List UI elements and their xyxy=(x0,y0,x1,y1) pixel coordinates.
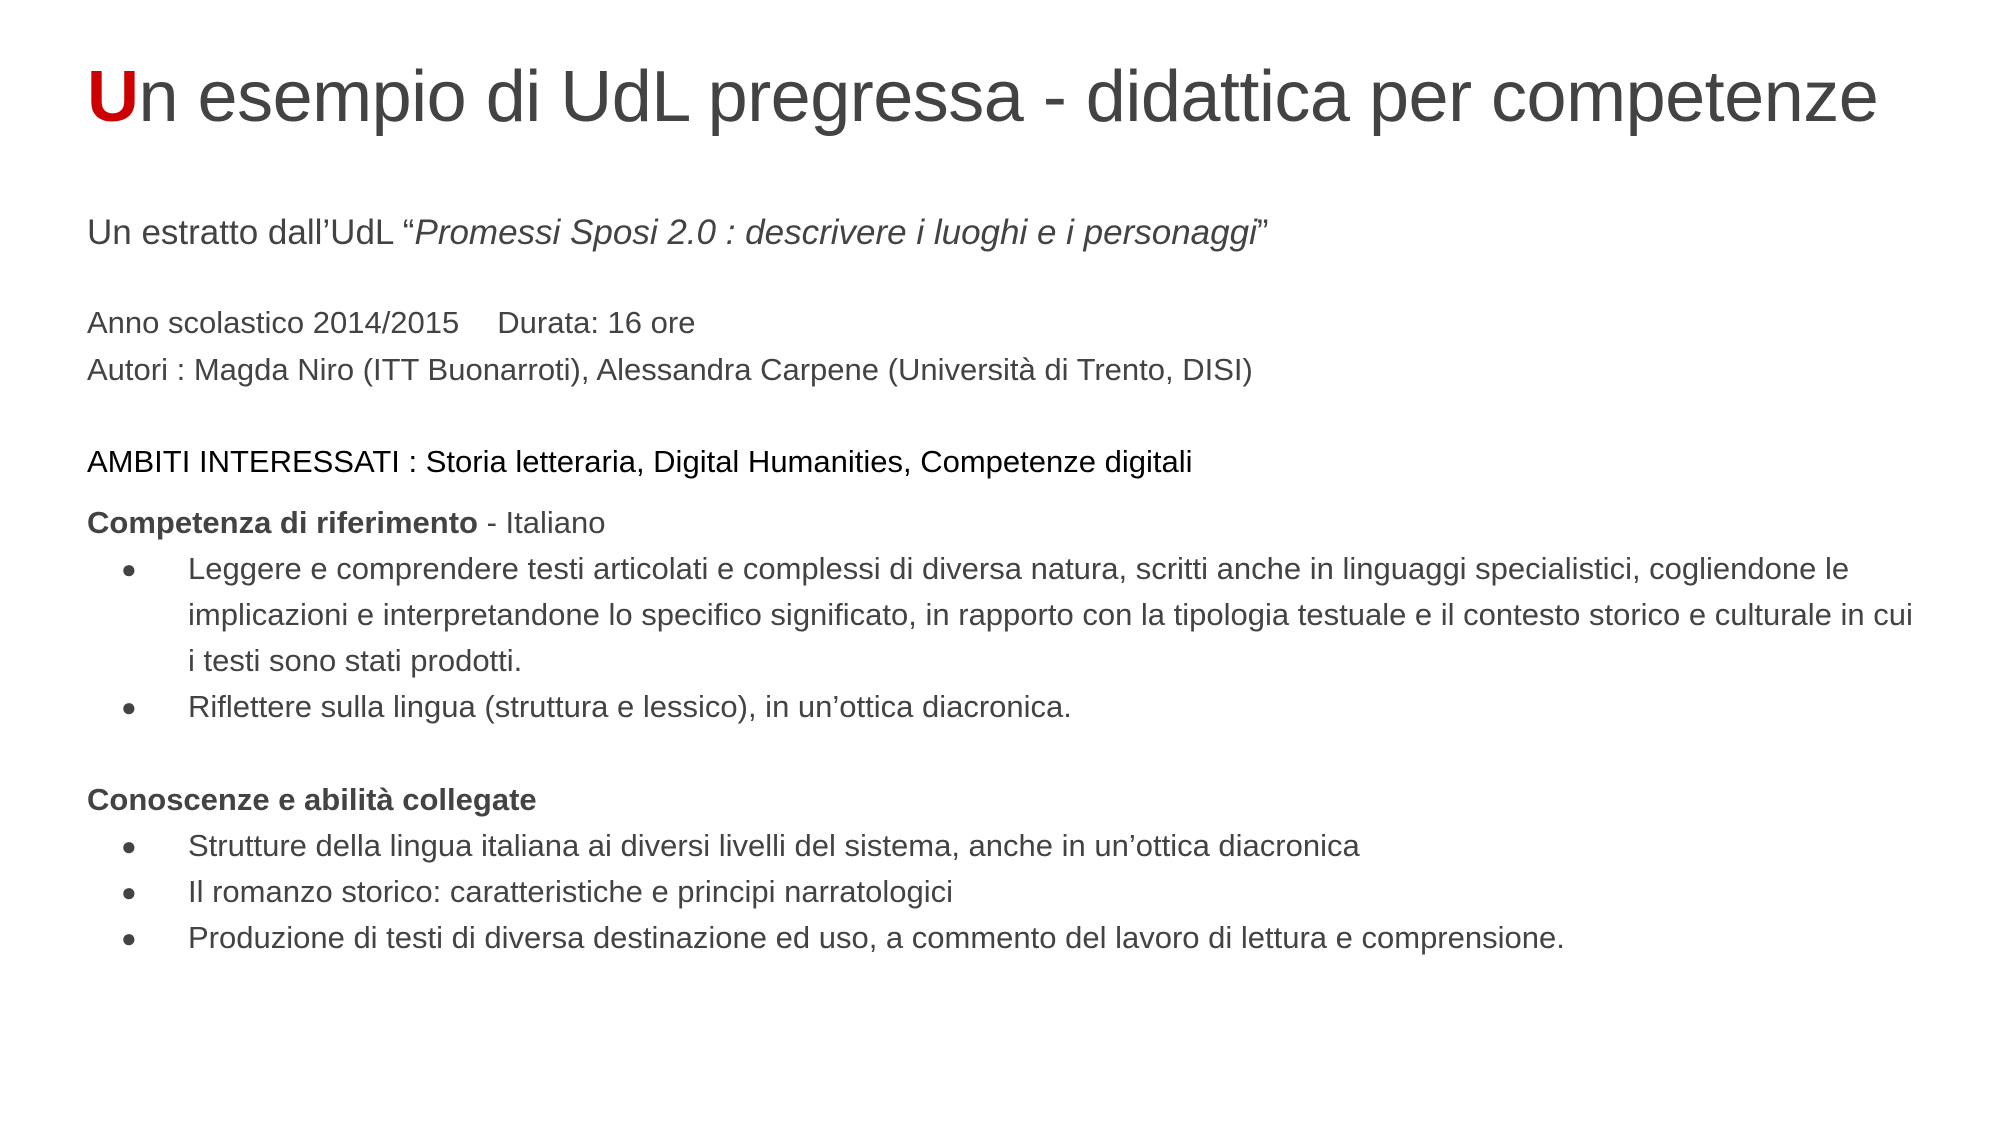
school-year: Anno scolastico 2014/2015 xyxy=(87,305,460,340)
subtitle xyxy=(87,213,1269,253)
list-item-text: Il romanzo storico: caratteristiche e principi narratologici xyxy=(188,874,953,909)
competenza-heading-suffix: - Italiano xyxy=(478,505,606,540)
list-item-text: Leggere e comprendere testi articolati e complessi di diversa natura, scritti anche in linguaggi specialistici, cogliendone le implicazioni e interpretandone lo specifico significato, in rapporto con la tipologia testuale e il contesto storico e culturale in cui i testi sono stati prodotti. xyxy=(188,551,1913,678)
subtitle-prefix: Un estratto dall’UdL “ xyxy=(87,213,415,252)
conoscenze-heading: Conoscenze e abilità collegate xyxy=(87,782,537,817)
list-item xyxy=(87,823,1927,869)
competenza-heading-label: Competenza di riferimento xyxy=(87,505,478,540)
authors: Autori : Magda Niro (ITT Buonarroti), Alessandra Carpene (Università di Trento, DISI) xyxy=(87,352,1253,387)
list-item xyxy=(87,915,1927,961)
duration: Durata: 16 ore xyxy=(497,305,696,340)
list-item-text: Strutture della lingua italiana ai diversi livelli del sistema, anche in un’ottica diacronica xyxy=(188,828,1360,863)
bullet-icon: ● xyxy=(121,923,137,953)
list-item xyxy=(87,869,1927,915)
list-item xyxy=(87,546,1927,684)
competenza-list xyxy=(87,546,1927,730)
conoscenze-list xyxy=(87,823,1927,961)
list-item-text: Riflettere sulla lingua (struttura e lessico), in un’ottica diacronica. xyxy=(188,689,1072,724)
udl-title: Promessi Sposi 2.0 : descrivere i luoghi e i personaggi xyxy=(414,213,1257,252)
bullet-icon: ● xyxy=(121,554,137,584)
ambiti-interessati: AMBITI INTERESSATI : Storia letteraria, Digital Humanities, Competenze digitali xyxy=(87,444,1193,479)
list-item xyxy=(87,684,1927,730)
list-item-text: Produzione di testi di diversa destinazione ed uso, a commento del lavoro di lettura e comprensione. xyxy=(188,920,1565,955)
bullet-icon: ● xyxy=(121,831,137,861)
subtitle-suffix: ” xyxy=(1256,213,1269,252)
title-text: n esempio di UdL pregressa - didattica per competenze xyxy=(138,57,1879,137)
competenza-heading xyxy=(87,503,606,543)
year-duration-line xyxy=(87,303,695,343)
title-initial: U xyxy=(87,57,139,137)
bullet-icon: ● xyxy=(121,692,137,722)
slide-title xyxy=(87,54,1878,140)
bullet-icon: ● xyxy=(121,877,137,907)
